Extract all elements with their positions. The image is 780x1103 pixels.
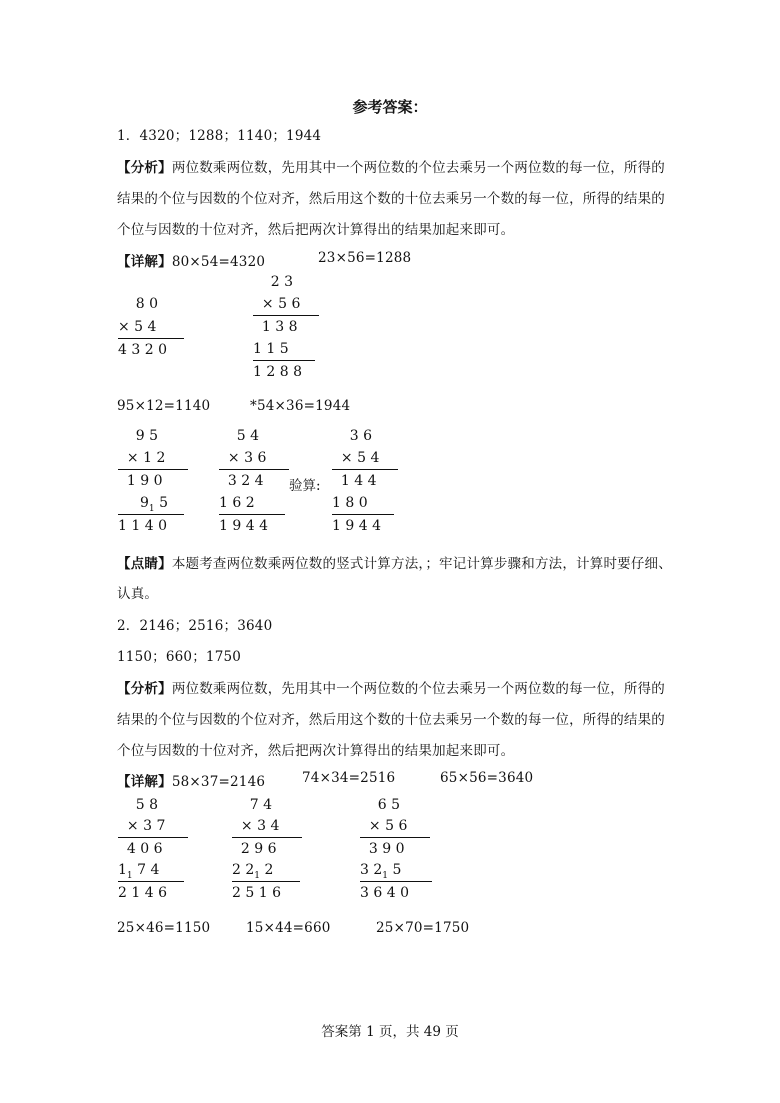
- detail-label: 【详解】: [117, 254, 172, 270]
- q1-analysis-line3: 个位与因数的十位对齐，然后把两次计算得出的结果加起来即可。: [117, 222, 515, 238]
- equation: *54×36=1944: [250, 398, 351, 414]
- divider: [118, 469, 188, 470]
- page-title: 参考答案：: [352, 98, 428, 116]
- comment-label: 【点睛】: [117, 556, 172, 572]
- q1-comment-line1: 【点睛】本题考查两位数乘两位数的竖式计算方法，；牢记计算步骤和方法，计算时要仔细、: [117, 556, 672, 572]
- equation: 80×54=4320: [171, 254, 266, 270]
- divider: [118, 837, 188, 838]
- divider: [232, 837, 302, 838]
- divider: [118, 514, 184, 515]
- divider: [360, 837, 430, 838]
- divider: [360, 881, 432, 882]
- check-label: 验算:: [289, 478, 321, 494]
- analysis-label: 【分析】: [117, 681, 172, 697]
- q2-answer-line2: 1150；660；1750: [117, 649, 242, 665]
- q2-answer-line1: 2．2146；2516；3640: [117, 618, 273, 634]
- page-footer: 答案第 1 页，共 49 页: [321, 1024, 459, 1040]
- detail-label: 【详解】: [117, 774, 172, 790]
- divider: [253, 360, 315, 361]
- equation: 23×56=1288: [318, 250, 412, 266]
- q2-detail: [117, 770, 265, 790]
- q1-analysis-line2: 结果的个位与因数的个位对齐，然后用这个数的十位去乘另一个数的每一位，所得的结果的: [117, 191, 665, 207]
- divider: [118, 881, 184, 882]
- equation: 15×44=660: [246, 920, 331, 936]
- q1-comment-line2: 认真。: [117, 586, 159, 602]
- equation: 25×70=1750: [376, 920, 470, 936]
- q1-answer: 1．4320；1288；1140；1944: [117, 128, 322, 144]
- equation: 74×34=2516: [302, 770, 396, 786]
- q2-analysis-line3: 个位与因数的十位对齐，然后把两次计算得出的结果加起来即可。: [117, 743, 515, 759]
- equation: 95×12=1140: [117, 398, 211, 414]
- divider: [219, 514, 285, 515]
- equation: 58×37=2146: [171, 774, 266, 790]
- divider: [253, 315, 319, 316]
- divider: [118, 338, 184, 339]
- divider: [332, 469, 398, 470]
- q2-analysis-line2: 结果的个位与因数的个位对齐，然后用这个数的十位去乘另一个数的每一位，所得的结果的: [117, 712, 665, 728]
- equation: 65×56=3640: [440, 770, 534, 786]
- divider: [332, 514, 394, 515]
- equation: 25×46=1150: [117, 920, 211, 936]
- divider: [219, 469, 289, 470]
- analysis-label: 【分析】: [117, 160, 172, 176]
- q2-analysis-line1: 【分析】两位数乘两位数，先用其中一个两位数的个位去乘另一个两位数的每一位，所得的: [117, 681, 666, 697]
- divider: [232, 881, 300, 882]
- q1-detail: [117, 250, 265, 270]
- q1-analysis-line1: 【分析】两位数乘两位数，先用其中一个两位数的个位去乘另一个两位数的每一位，所得的: [117, 160, 666, 176]
